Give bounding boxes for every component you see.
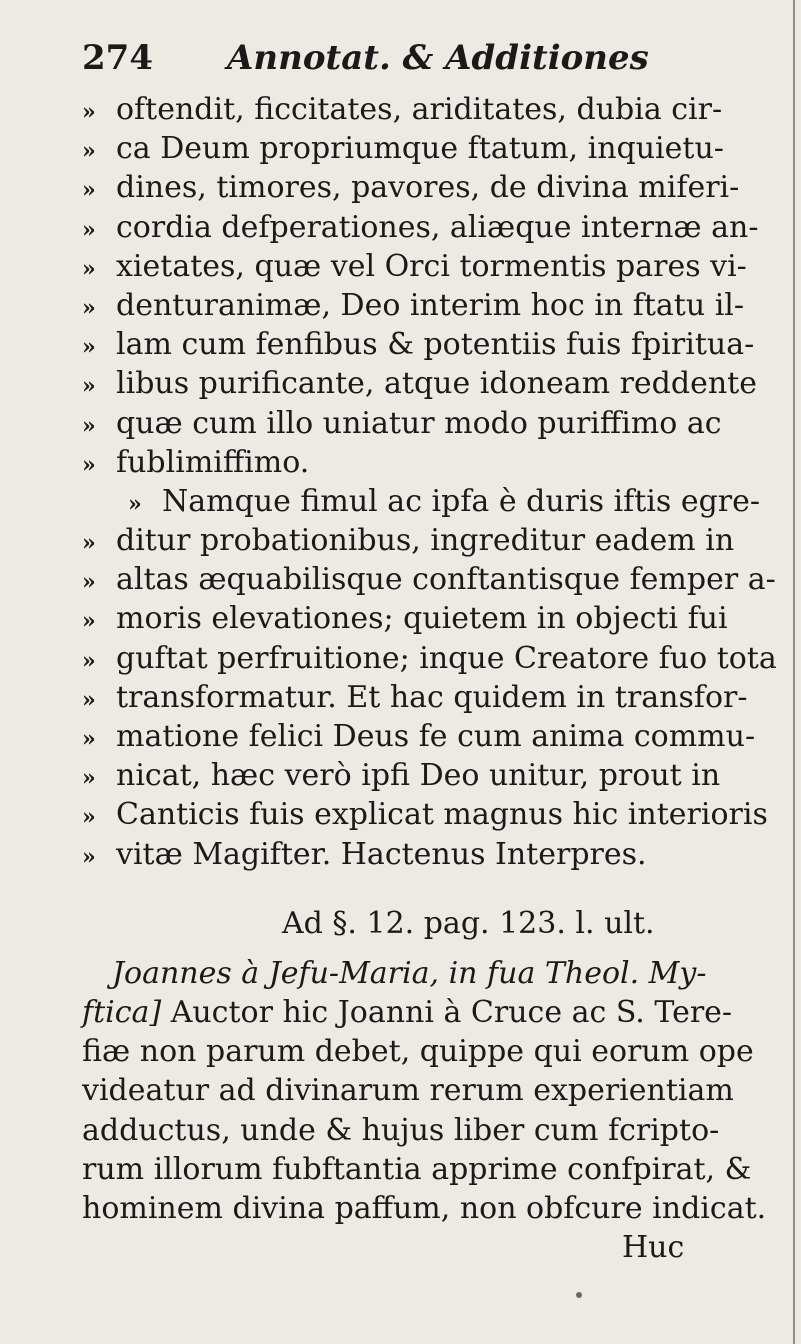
text-line <box>82 247 772 286</box>
line-text: nicat, hæc verò ipfi Deo unitur, prout in <box>116 758 721 794</box>
line-text: altas æquabilisque conftantisque femper a- <box>116 562 776 598</box>
page-edge-line <box>793 0 795 1344</box>
italic-citation: ftica] <box>82 994 162 1030</box>
quote-mark: » <box>82 608 96 635</box>
ink-speck <box>576 1292 582 1298</box>
line-text: dines, timores, pavores, de divina miferi- <box>116 170 740 206</box>
page-number: 274 <box>82 38 153 78</box>
text-line <box>82 521 772 560</box>
running-header <box>82 34 762 82</box>
catchword: Huc <box>622 1230 685 1266</box>
line-text: libus purificante, atque idoneam reddente <box>116 366 757 402</box>
quote-mark: » <box>82 334 96 361</box>
quote-mark: » <box>128 490 142 517</box>
paragraph-1 <box>82 90 772 482</box>
text-line <box>82 129 772 168</box>
quote-mark: » <box>82 804 96 831</box>
quote-mark: » <box>82 373 96 400</box>
paragraph-3 <box>82 954 772 1268</box>
quote-mark: » <box>82 412 96 439</box>
italic-citation: Joannes à Jefu-Maria, in fua Theol. My- <box>112 955 707 991</box>
quote-mark: » <box>82 726 96 752</box>
text-line <box>82 717 772 756</box>
text-line <box>82 90 772 129</box>
text-line: videatur ad divinarum rerum experientiam <box>82 1073 734 1109</box>
line-text: matione felici Deus fe cum anima commu- <box>116 719 756 754</box>
text-line <box>82 364 772 403</box>
quote-mark: » <box>82 99 96 125</box>
line-text: cordia defperationes, aliæque internæ an- <box>116 209 759 245</box>
text-line <box>82 639 777 678</box>
text-line <box>82 168 772 207</box>
text-line <box>82 482 772 521</box>
line-text: Auctor hic Joanni à Cruce ac S. Tere- <box>161 994 733 1030</box>
line-text: ca Deum propriumque ftatum, inquietu- <box>116 131 724 167</box>
line-text: Canticis fuis explicat magnus hic interioris <box>116 797 768 833</box>
text-line <box>82 599 772 638</box>
text-line <box>82 443 772 482</box>
line-text: vitæ Magifter. Hactenus Interpres. <box>116 836 647 872</box>
quote-mark: » <box>82 686 96 713</box>
line-text: moris elevationes; quietem in objecti fui <box>116 601 728 637</box>
line-text: guftat perfruitione; inque Creatore fuo tota <box>116 640 777 676</box>
quote-mark: » <box>82 765 96 792</box>
line-text: quæ cum illo uniatur modo puriffimo ac <box>116 405 722 441</box>
text-line <box>82 404 772 443</box>
text-line: rum illorum fubftantia apprime confpirat, & <box>82 1151 752 1187</box>
text-line: adductus, unde & hujus liber cum fcripto- <box>82 1112 720 1148</box>
text-line <box>82 954 772 993</box>
line-text: transformatur. Et hac quidem in transfor- <box>116 679 748 715</box>
text-line <box>82 795 772 834</box>
text-line: hominem divina paffum, non obfcure indicat. <box>82 1190 767 1226</box>
paragraph-2 <box>82 482 777 874</box>
text-line <box>82 286 772 325</box>
text-line <box>82 678 772 717</box>
text-line <box>82 560 776 599</box>
quote-mark: » <box>82 216 96 243</box>
quote-mark: » <box>82 255 96 282</box>
quote-mark: » <box>82 647 96 674</box>
quote-mark: » <box>82 530 96 557</box>
quote-mark: » <box>82 451 96 478</box>
quote-mark: » <box>82 138 96 165</box>
line-text: Namque fimul ac ipfa è duris iftis egre- <box>162 483 761 519</box>
quote-mark: » <box>82 843 96 870</box>
line-text: lam cum fenfibus & potentiis fuis fpiritua- <box>116 327 755 363</box>
page-body <box>82 90 777 1267</box>
running-title: Annotat. & Additiones <box>227 38 649 78</box>
line-text: oftendit, ficcitates, ariditates, dubia cir- <box>116 92 723 127</box>
line-text: fublimiffimo. <box>116 444 310 480</box>
line-text: ditur probationibus, ingreditur eadem in <box>116 523 735 559</box>
line-text: xietates, quæ vel Orci tormentis pares vi- <box>116 248 747 284</box>
quote-mark: » <box>82 294 96 321</box>
section-heading: Ad §. 12. pag. 123. l. ult. <box>282 905 655 941</box>
quote-mark: » <box>82 177 96 204</box>
quote-mark: » <box>82 569 96 596</box>
text-line: fiæ non parum debet, quippe qui eorum ope <box>82 1034 754 1070</box>
text-line <box>82 835 772 874</box>
text-line <box>82 756 772 795</box>
text-line <box>82 993 772 1032</box>
text-line <box>82 325 772 364</box>
text-line <box>82 208 772 247</box>
line-text: denturanimæ, Deo interim hoc in ftatu il- <box>116 287 745 323</box>
